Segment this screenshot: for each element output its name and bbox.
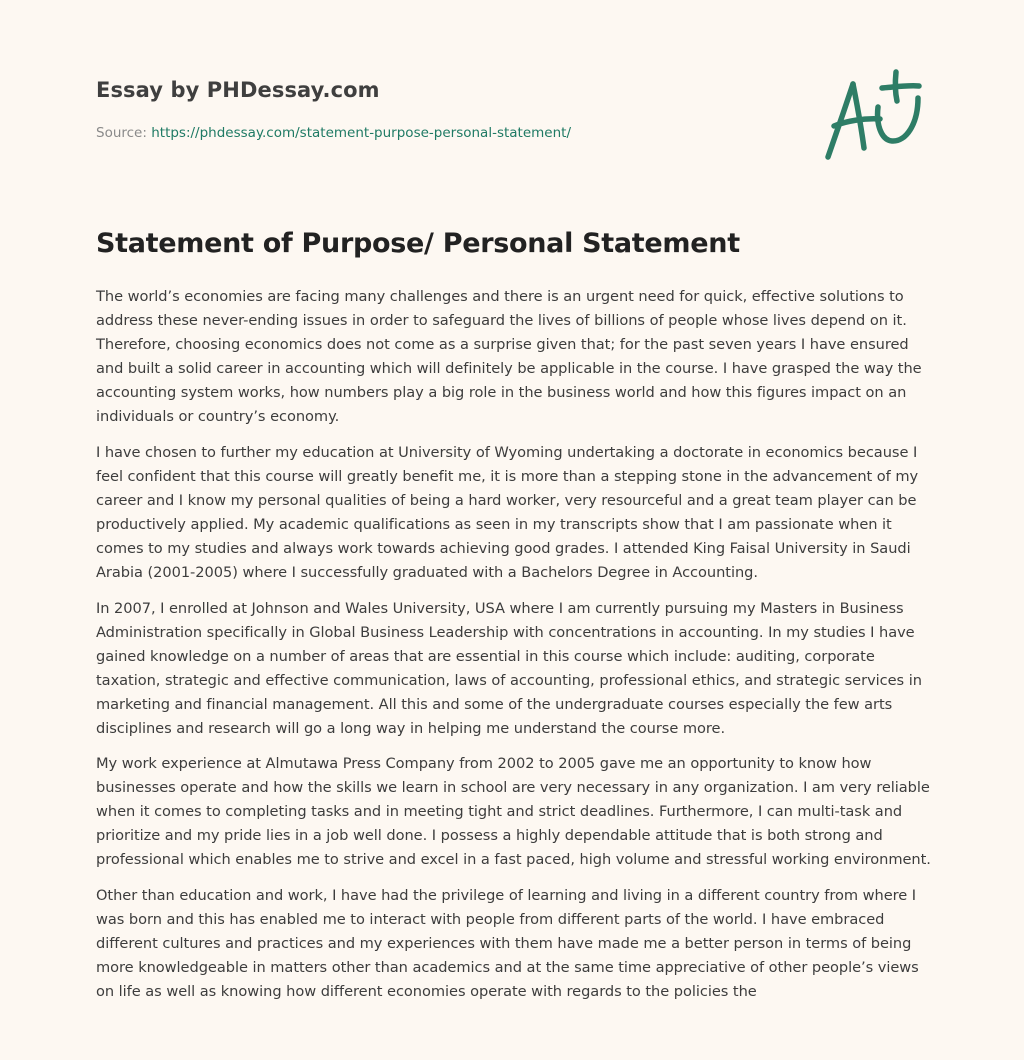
essay-title: Statement of Purpose/ Personal Statement — [96, 228, 740, 259]
essay-paragraph: In 2007, I enrolled at Johnson and Wales University, USA where I am currently pursuing my Masters in Business Administration specifically in Global Business Leadership with concentrations in accounting. In my studies I have gained knowledge on a number of areas that are essential in this course which include: auditing, corporate taxation, strategic and effective communication, laws of accounting, professional ethics, and strategic services in marketing and financial management. All this and some of the undergraduate courses especially the few arts disciplines and research will go a long way in helping me understand the course more. — [96, 599, 922, 737]
source-line — [96, 123, 796, 143]
site-brand: Essay by PHDessay.com — [96, 78, 380, 102]
essay-body — [96, 285, 932, 1016]
essay-paragraph: Other than education and work, I have had the privilege of learning and living in a different country from where I was born and this has enabled me to interact with people from different parts of the world. I have embraced different cultures and practices and my experiences with them have made me a better person in terms of being more knowledgeable in matters other than academics and at the same time appreciative of other people’s views on life as well as knowing how different economies operate with regards to the policies the — [96, 887, 919, 1001]
essay-paragraph: I have chosen to further my education at University of Wyoming undertaking a doctorate in economics because I feel confident that this course will greatly benefit me, it is more than a stepping stone in the advancement of my career and I know my personal qualities of being a hard worker, very resourceful and a great team player can be productively applied. My academic qualifications as seen in my transcripts show that I am passionate when it comes to my studies and always work towards achieving good grades. I attended King Faisal University in Saudi Arabia (2001-2005) where I successfully graduated with a Bachelors Degree in Accounting. — [96, 443, 919, 581]
essay-paragraph: The world’s economies are facing many challenges and there is an urgent need for quick, effective solutions to address these never-ending issues in order to safeguard the lives of billions of people whose lives depend on it. Therefore, choosing economics does not come as a surprise given that; for the past seven years I have ensured and built a solid career in accounting which will definitely be applicable in the course. I have grasped the way the accounting system works, how numbers play a big role in the business world and how this figures impact on an individuals or country’s economy. — [96, 288, 922, 425]
essay-paragraph: My work experience at Almutawa Press Company from 2002 to 2005 gave me an opportunity to know how businesses operate and how the skills we learn in school are very necessary in any organization. I am very reliable when it comes to completing tasks and in meeting tight and strict deadlines. Furthermore, I can multi-task and prioritize and my pride lies in a job well done. I possess a highly dependable attitude that is both strong and professional which enables me to strive and excel in a fast paced, high volume and stressful working environment. — [96, 755, 931, 869]
a-plus-grade-logo-icon — [820, 68, 928, 166]
source-label: Source: — [96, 125, 147, 141]
source-link[interactable]: https://phdessay.com/statement-purpose-personal-statement/ — [151, 125, 571, 141]
page-header — [96, 74, 796, 143]
